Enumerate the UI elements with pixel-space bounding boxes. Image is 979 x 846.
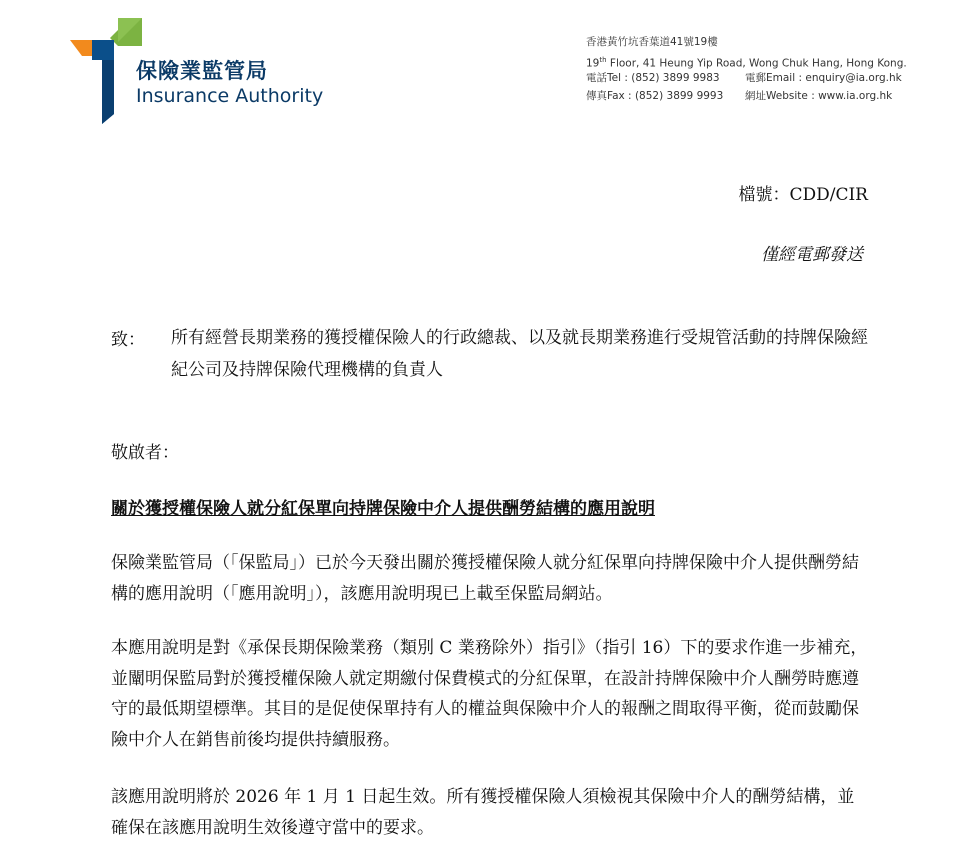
fax-label: 傳真Fax : [586,90,635,102]
address-zh: 香港黃竹坑香葉道41號19樓 [586,36,718,48]
website-label: 網址Website : [745,90,819,102]
email-value[interactable]: : enquiry@ia.org.hk [795,72,902,84]
tel-label: 電話Tel : [586,72,632,84]
paragraph-3: 該應用說明將於 2026 年 1 月 1 日起生效。所有獲授權保險人須檢視其保險中介人的酬勞結構，並確保在該應用說明生效後遵守當中的要求。 [111,787,855,838]
org-name-en: Insurance Authority [136,85,324,107]
email-label: 電郵Email [745,72,796,84]
tel-email-row [586,69,907,87]
letter-subject: 關於獲授權保險人就分紅保單向持牌保險中介人提供酬勞結構的應用說明 [111,499,655,519]
paragraph-1: 保險業監管局（「保監局」）已於今天發出關於獲授權保險人就分紅保單向持牌保險中介人提供酬勞結構的應用說明（「應用說明」），該應用說明現已上載至保監局網站。 [111,553,859,604]
org-name-zh: 保險業監管局 [136,59,268,83]
delivery-method: 僅經電郵發送 [761,245,863,265]
salutation: 敬啟者： [111,443,179,463]
org-name [136,58,323,108]
fax-web-row [586,87,907,105]
fax-value: (852) 3899 9993 [634,90,724,102]
tel-value: (852) 3899 9983 [631,72,720,84]
recipient-label: 致： [111,330,145,350]
contact-block [586,33,907,105]
paragraph-2: 本應用說明是對《承保長期保險業務（類別 C 業務除外）指引》（指引 16）下的要求作進一步補充，並闡明保監局對於獲授權保險人就定期繳付保費模式的分紅保單，在設計持牌保險中介人酬勞時應遵守的最低期望標準。其目的是促使保單持有人的權益與保險中介人的報酬之間取得平衡，從而鼓勵保險中介人在銷售前後均提供持續服務。 [111,638,868,750]
website-value[interactable]: www.ia.org.hk [818,90,893,102]
file-number: 檔號：CDD/CIR [738,185,868,205]
recipient-text: 所有經營長期業務的獲授權保險人的行政總裁、以及就長期業務進行受規管活動的持牌保險經紀公司及持牌保險代理機構的負責人 [171,328,868,380]
address-en: 19th Floor, 41 Heung Yip Road, Wong Chuk Hang, Hong Kong. [586,56,907,70]
